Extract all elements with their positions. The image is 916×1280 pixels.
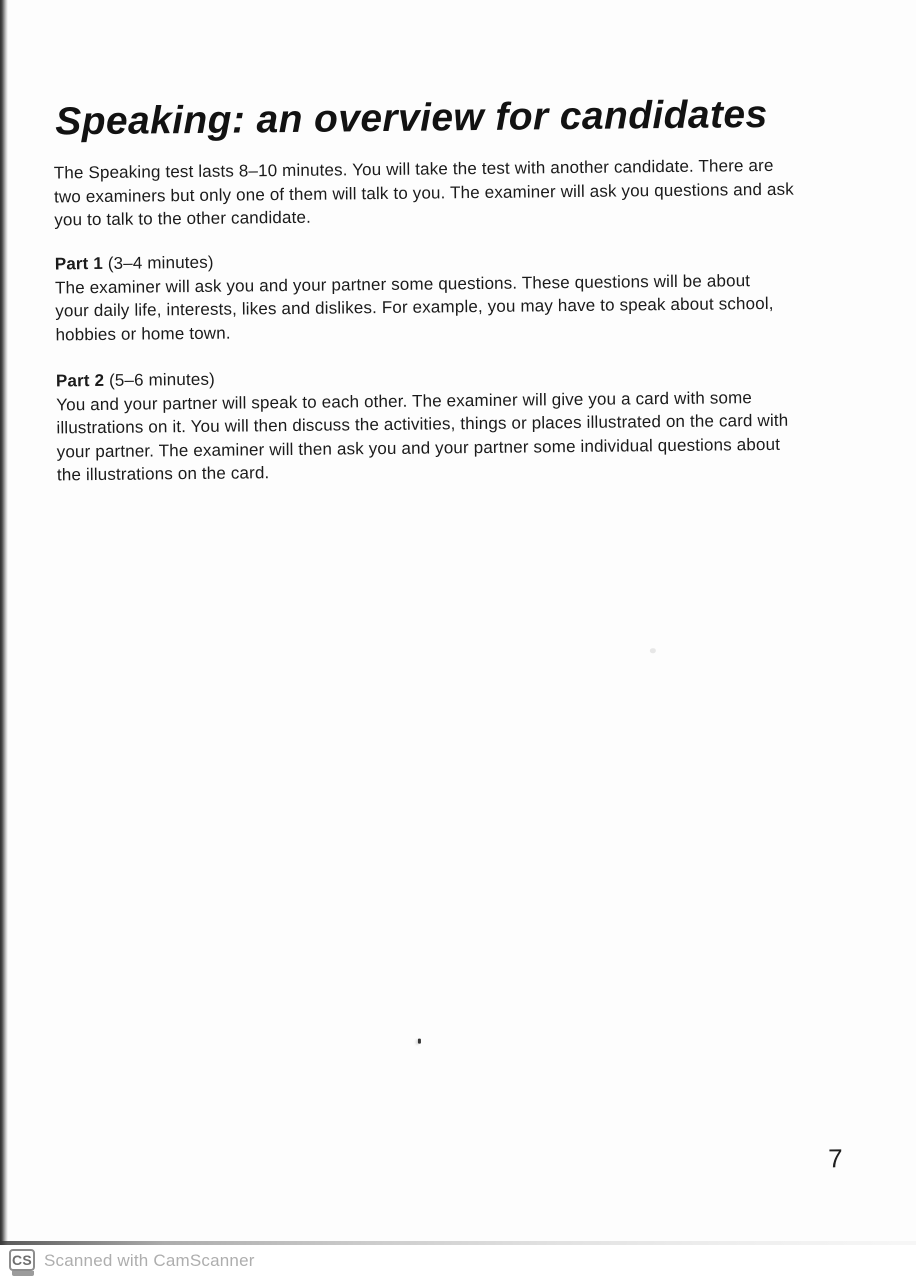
part-label: Part 1 [54, 253, 104, 274]
text-line: The Speaking test lasts 8–10 minutes. You will take the test with another candidate. There are [53, 155, 774, 183]
text-line: your daily life, interests, likes and dislikes. For example, you may have to speak about school, [55, 293, 774, 321]
text-line: You and your partner will speak to each other. The examiner will give you a card with some [56, 387, 753, 414]
scan-artifact-ink-speck [418, 1039, 421, 1044]
cs-logo-box: CS [9, 1249, 35, 1271]
section-part-2 [56, 362, 789, 487]
page-title: Speaking: an overview for candidates [55, 93, 768, 144]
text-line: your partner. The examiner will then ask you and your partner some individual questions about [56, 434, 781, 461]
text-line: hobbies or home town. [55, 323, 231, 344]
section-part-1 [55, 245, 774, 347]
part-duration: (3–4 minutes) [102, 252, 214, 273]
part-label: Part 2 [55, 370, 105, 391]
page-edge-shadow-left [0, 0, 8, 1246]
text-line: illustrations on it. You will then discuss the activities, things or places illustrated on the card with [56, 410, 789, 438]
text-line: the illustrations on the card. [56, 463, 270, 485]
cs-logo-base [12, 1271, 34, 1276]
text-line: you to talk to the other candidate. [54, 207, 312, 230]
text-line: The examiner will ask you and your partner some questions. These questions will be about [54, 270, 751, 297]
camscanner-watermark [0, 1245, 916, 1280]
scan-artifact-faint-speck [650, 648, 656, 653]
page-number: 7 [828, 1143, 843, 1174]
camscanner-logo-icon [9, 1249, 37, 1276]
part-duration: (5–6 minutes) [104, 369, 216, 390]
intro-paragraph [54, 154, 794, 232]
camscanner-label: Scanned with CamScanner [44, 1251, 255, 1270]
text-line: two examiners but only one of them will talk to you. The examiner will ask you questions and ask [53, 179, 794, 206]
